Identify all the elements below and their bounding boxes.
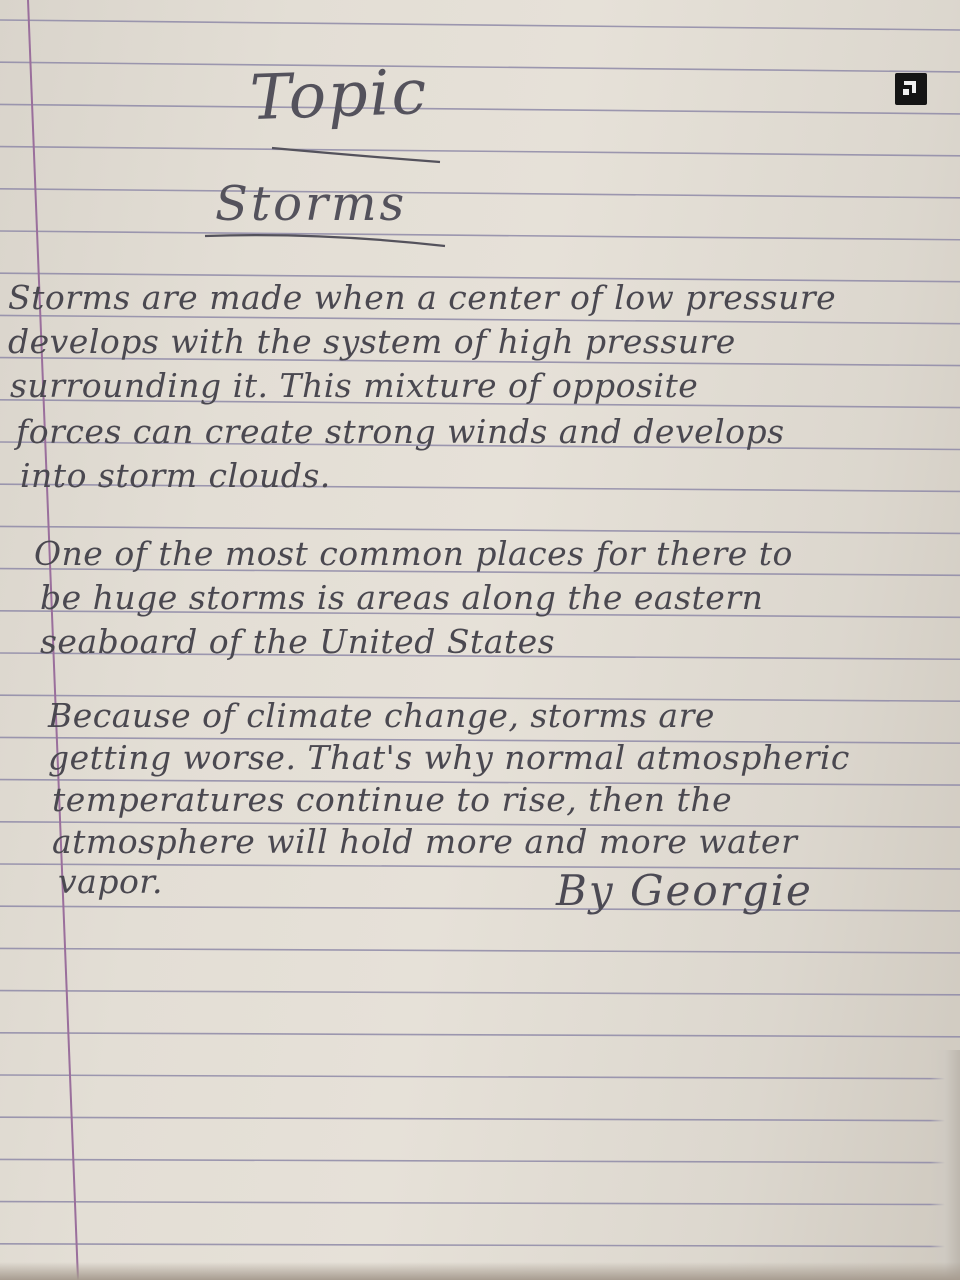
page-corner-shadow: [930, 1050, 960, 1280]
rule-line: [0, 991, 960, 995]
rule-line: [0, 189, 960, 198]
paragraph-1-line-1: Storms are made when a center of low pressure: [8, 278, 837, 317]
rule-line: [0, 147, 960, 156]
paragraph-3-line-1: Because of climate change, storms are: [48, 696, 715, 735]
rule-line: [0, 62, 960, 72]
paragraph-1-line-3: surrounding it. This mixture of opposite: [10, 366, 699, 405]
rule-line: [0, 1202, 960, 1205]
author-signature: By Georgie: [556, 866, 813, 915]
page-title: Topic: [248, 54, 430, 135]
rule-line: [0, 1075, 960, 1079]
rule-line: [0, 104, 960, 114]
paragraph-1-line-2: develops with the system of high pressure: [8, 322, 736, 361]
rule-line: [0, 526, 960, 533]
rule-line: [0, 948, 960, 953]
paragraph-2-line-3: seaboard of the United States: [40, 622, 556, 661]
corner-logo-icon: [895, 73, 927, 105]
rule-line: [0, 20, 960, 30]
paragraph-3-line-3: temperatures continue to rise, then the: [52, 780, 733, 819]
page-subtitle: Storms: [215, 176, 408, 232]
rule-line: [0, 1117, 960, 1121]
paragraph-3-line-2: getting worse. That's why normal atmospheric: [48, 738, 850, 777]
rule-line: [0, 1159, 960, 1162]
paragraph-1-line-5: into storm clouds.: [20, 456, 331, 495]
subtitle-underline: [205, 235, 445, 246]
paragraph-1-line-4: forces can create strong winds and develops: [16, 412, 785, 451]
rule-line: [0, 1244, 960, 1247]
paragraph-2-line-1: One of the most common places for there to: [34, 534, 793, 573]
paragraph-2-line-2: be huge storms is areas along the eastern: [40, 578, 764, 617]
rule-line: [0, 906, 960, 911]
paragraph-3-line-5: vapor.: [58, 862, 163, 901]
rule-line: [0, 231, 960, 240]
paragraph-3-line-4: atmosphere will hold more and more water: [52, 822, 798, 861]
rule-line: [0, 1033, 960, 1037]
page-bottom-shadow: [0, 1262, 960, 1280]
